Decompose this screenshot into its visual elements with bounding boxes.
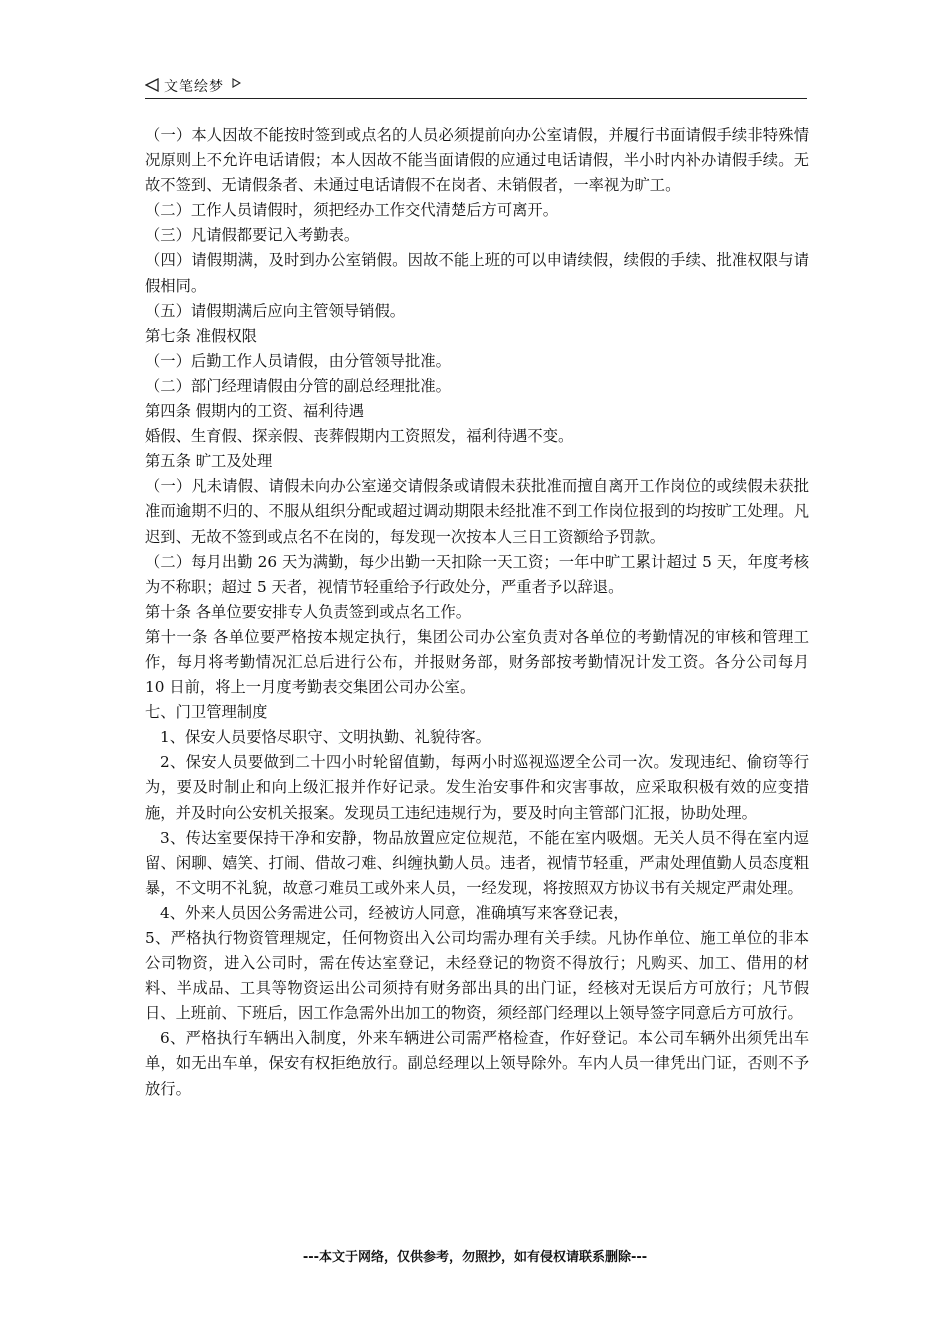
paragraph: （一）本人因故不能按时签到或点名的人员必须提前向办公室请假，并履行书面请假手续非特殊情况原则上不允许电话请假；本人因故不能当面请假的应通过电话请假，半小时内补办请假手续。无故不签到、无请假条者、未通过电话请假不在岗者、未销假者，一率视为旷工。 — [145, 126, 809, 195]
triangle-left-icon — [145, 78, 159, 92]
paragraph: （五）请假期满后应向主管领导销假。 — [145, 301, 406, 320]
document-body — [145, 123, 809, 1102]
paragraph: 1、保安人员要恪尽职守、文明执勤、礼貌待客。 — [160, 728, 491, 747]
paragraph: （四）请假期满，及时到办公室销假。因故不能上班的可以申请续假，续假的手续、批准权限与请假相同。 — [145, 251, 809, 295]
page-header — [145, 70, 807, 99]
paragraph: （二）部门经理请假由分管的副总经理批准。 — [145, 376, 451, 395]
paragraph: 第十条 各单位要安排专人负责签到或点名工作。 — [145, 602, 472, 621]
paragraph: （三）凡请假都要记入考勤表。 — [145, 226, 360, 245]
paragraph: （一）后勤工作人员请假，由分管领导批准。 — [145, 351, 451, 370]
footer-disclaimer: ---本文于网络，仅供参考，勿照抄，如有侵权请联系删除--- — [302, 1250, 648, 1265]
triangle-right-icon — [232, 78, 241, 88]
paragraph: 第七条 准假权限 — [145, 326, 257, 345]
paragraph: 第四条 假期内的工资、福利待遇 — [145, 402, 365, 421]
paragraph: 婚假、生育假、探亲假、丧葬假期内工资照发，福利待遇不变。 — [145, 427, 574, 446]
paragraph: 第十一条 各单位要严格按本规定执行，集团公司办公室负责对各单位的考勤情况的审核和管理工作，每月将考勤情况汇总后进行公布，并报财务部，财务部按考勤情况计发工资。各分公司每月 10 日前，将上一月度考勤表交集团公司办公室。 — [145, 627, 809, 697]
header-brand: 文笔绘梦 — [164, 79, 224, 95]
paragraph: 第五条 旷工及处理 — [145, 452, 273, 471]
paragraph: 6、严格执行车辆出入制度，外来车辆进公司需严格检查，作好登记。本公司车辆外出须凭出车单，如无出车单，保安有权拒绝放行。副总经理以上领导除外。车内人员一律凭出门证，否则不予放行。 — [145, 1029, 809, 1098]
paragraph: （二）工作人员请假时，须把经办工作交代清楚后方可离开。 — [145, 201, 559, 220]
paragraph: （二）每月出勤 26 天为满勤，每少出勤一天扣除一天工资；一年中旷工累计超过 5 天，年度考核为不称职；超过 5 天者，视情节轻重给予行政处分，严重者予以辞退。 — [145, 552, 809, 596]
paragraph: 2、保安人员要做到二十四小时轮留值勤，每两小时巡视巡逻全公司一次。发现违纪、偷窃等行为，要及时制止和向上级汇报并作好记录。发生治安事件和灾害事故，应采取积极有效的应变措施，并及时向公安机关报案。发现员工违纪违规行为，要及时向主管部门汇报，协助处理。 — [145, 753, 809, 822]
paragraph: 5、严格执行物资管理规定，任何物资出入公司均需办理有关手续。凡协作单位、施工单位的非本公司物资，进入公司时，需在传达室登记，未经登记的物资不得放行；凡购买、加工、借用的材料、半成品、工具等物资运出公司须持有财务部出具的出门证，经核对无误后方可放行；凡节假日、上班前、下班后，因工作急需外出加工的物资，须经部门经理以上领导签字同意后方可放行。 — [145, 929, 809, 1023]
paragraph: 七、门卫管理制度 — [145, 703, 268, 722]
paragraph: （一）凡未请假、请假未向办公室递交请假条或请假未获批准而擅自离开工作岗位的或续假未获批准而逾期不归的、不服从组织分配或超过调动期限未经批准不到工作岗位报到的均按旷工处理。凡迟到、无故不签到或点名不在岗的，每发现一次按本人三日工资额给予罚款。 — [145, 477, 809, 546]
paragraph: 3、传达室要保持干净和安静，物品放置应定位规范，不能在室内吸烟。无关人员不得在室内逗留、闲聊、嬉笑、打闹、借故刁难、纠缠执勤人员。违者，视情节轻重，严肃处理值勤人员态度粗暴，不文明不礼貌，故意刁难员工或外来人员，一经发现，将按照双方协议书有关规定严肃处理。 — [145, 828, 809, 897]
paragraph: 4、外来人员因公务需进公司，经被访人同意，准确填写来客登记表， — [160, 903, 629, 922]
